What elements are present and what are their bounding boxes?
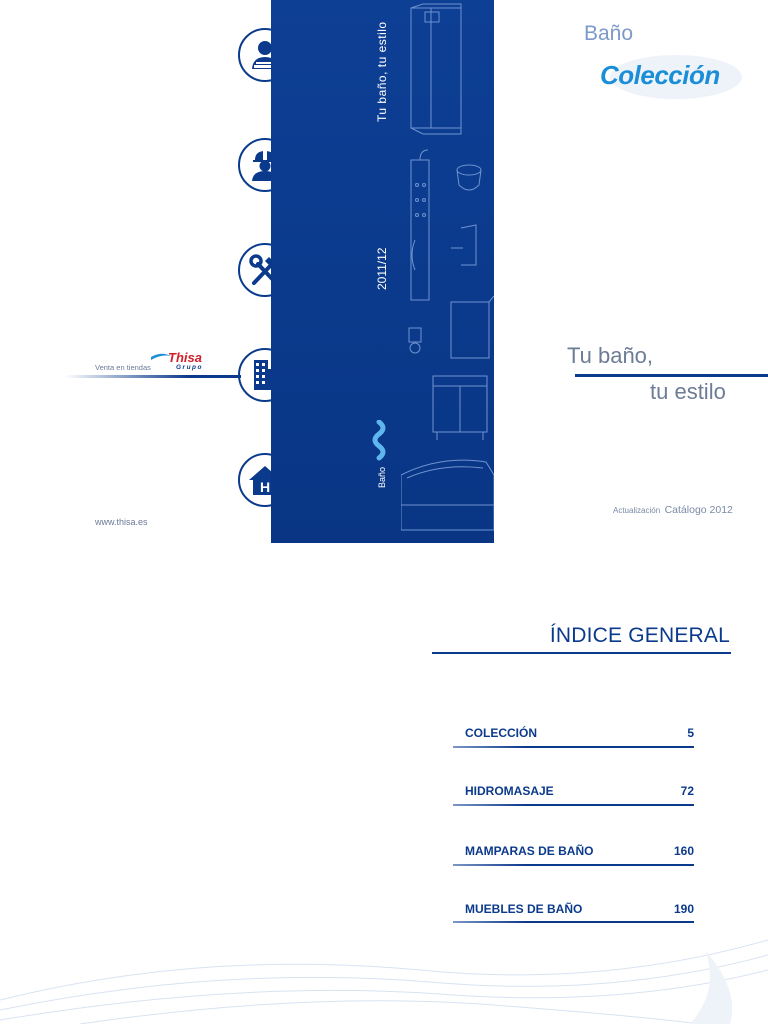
brand-rule — [65, 375, 241, 378]
venta-text: Venta en tiendas — [95, 363, 151, 372]
vertical-slogan: Tu baño, tu estilo — [375, 21, 389, 122]
coleccion-logo — [598, 52, 748, 102]
index-item-mamparas[interactable] — [453, 836, 694, 866]
wave-logo-icon — [370, 420, 388, 464]
index-item-page: 5 — [687, 726, 694, 740]
index-title-rule — [432, 652, 731, 654]
index-item-label: MAMPARAS DE BAÑO — [465, 844, 594, 858]
index-item-label: COLECCIÓN — [465, 726, 537, 740]
update-prefix: Actualización — [613, 506, 661, 515]
slogan-line1: Tu baño, — [567, 343, 654, 368]
bathroom-products-illustration — [401, 0, 494, 543]
index-item-page: 72 — [680, 784, 694, 798]
thisa-logo — [150, 350, 230, 374]
bano-label: Baño — [584, 22, 634, 45]
index-item-coleccion[interactable] — [453, 718, 694, 748]
update-catalog: Catálogo 2012 — [664, 504, 733, 516]
index-item-page: 190 — [673, 902, 694, 916]
index-item-page: 160 — [673, 844, 694, 858]
index-item-label: HIDROMASAJE — [465, 784, 554, 798]
index-item-muebles[interactable] — [453, 894, 694, 924]
vertical-bano: Baño — [377, 466, 387, 488]
coleccion-wordmark: Colección — [600, 60, 720, 90]
index-row-rule — [453, 864, 694, 866]
index-row-rule — [453, 804, 694, 806]
index-item-hidromasaje[interactable] — [453, 776, 694, 806]
slogan-line2: tu estilo — [650, 379, 726, 404]
vertical-year: 2011/12 — [375, 247, 389, 290]
website-link[interactable]: www.thisa.es — [95, 517, 148, 527]
index-item-label: MUEBLES DE BAÑO — [465, 902, 583, 916]
grupo-wordmark: Grupo — [176, 364, 203, 371]
index-row-rule — [453, 921, 694, 923]
svg-text:H: H — [259, 479, 271, 495]
slogan-rule — [575, 374, 768, 377]
decorative-wave-lines — [0, 930, 768, 1024]
catalog-update — [613, 500, 733, 518]
catalog-cover-panel — [271, 0, 494, 543]
thisa-wordmark: Thisa — [168, 350, 202, 365]
index-title: ÍNDICE GENERAL — [549, 624, 730, 647]
index-row-rule — [453, 746, 694, 748]
